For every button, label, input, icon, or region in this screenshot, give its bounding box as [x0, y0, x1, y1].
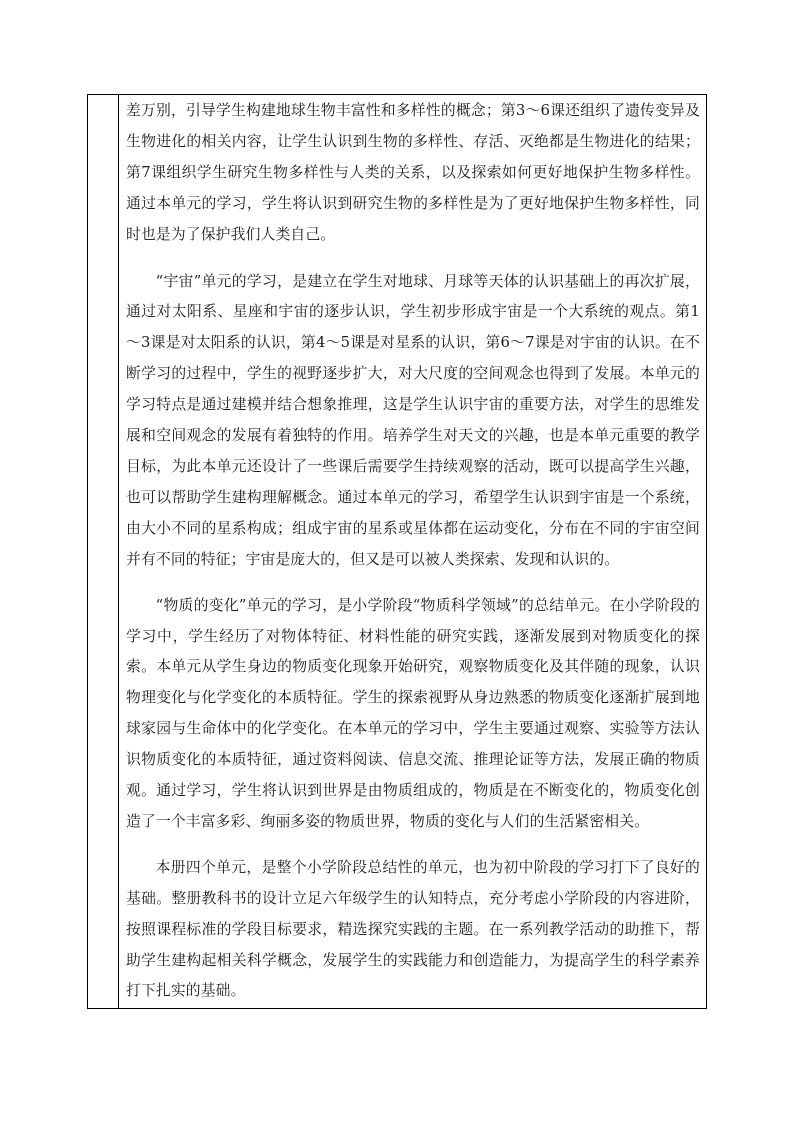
paragraph-universe-unit: “宇宙”单元的学习，是建立在学生对地球、月球等天体的认识基础上的再次扩展，通过对太阳系、星座和宇宙的逐步认识，学生初步形成宇宙是一个大系统的观点。第1～3课是对太阳系的认识，第4～5课是对星系的认识，第6～7课是对宇宙的认识。在不断学习的过程中，学生的视野逐步扩大，对大尺度的空间观念也得到了发展。本单元的学习特点是通过建模并结合想象推理，这是学生认识宇宙的重要方法，对学生的思维发展和空间观念的发展有着独特的作用。培养学生对天文的兴趣，也是本单元重要的教学目标，为此本单元还设计了一些课后需要学生持续观察的活动，既可以提高学生兴趣，也可以帮助学生建构理解概念。通过本单元的学习，希望学生认识到宇宙是一个系统，由大小不同的星系构成；组成宇宙的星系或星体都在运动变化，分布在不同的宇宙空间并有不同的特征；宇宙是庞大的，但又是可以被人类探索、发现和认识的。: [126, 272, 700, 568]
paragraph-biodiversity: 差万别，引导学生构建地球生物丰富性和多样性的概念；第3～6课还组织了遗传变异及生物进化的相关内容，让学生认识到生物的多样性、存活、灭绝都是生物进化的结果；第7课组织学生研究生物多样性与人类的关系，以及探索如何更好地保护生物多样性。通过本单元的学习，学生将认识到研究生物的多样性是为了更好地保护生物多样性，同时也是为了保护我们人类自己。: [126, 102, 700, 243]
table-label-cell: [88, 95, 119, 1008]
content-table: [87, 94, 707, 1009]
paragraph-matter-change-unit: “物质的变化”单元的学习，是小学阶段“物质科学领域”的总结单元。在小学阶段的学习中，学生经历了对物体特征、材料性能的研究实践，逐渐发展到对物质变化的探索。本单元从学生身边的物质变化现象开始研究，观察物质变化及其伴随的现象，认识物理变化与化学变化的本质特征。学生的探索视野从身边熟悉的物质变化逐渐扩展到地球家园与生命体中的化学变化。在本单元的学习中，学生主要通过观察、实验等方法认识物质变化的本质特征，通过资料阅读、信息交流、推理论证等方法，发展正确的物质观。通过学习，学生将认识到世界是由物质组成的，物质是在不断变化的，物质变化创造了一个丰富多彩、绚丽多姿的物质世界，物质的变化与人们的生活紧密相关。: [126, 596, 700, 830]
table-content-cell: [119, 95, 706, 1008]
paragraph-book-summary: 本册四个单元，是整个小学阶段总结性的单元，也为初中阶段的学习打下了良好的基础。整册教科书的设计立足六年级学生的认知特点，充分考虑小学阶段的内容进阶，按照课程标准的学段目标要求，精选探究实践的主题。在一系列教学活动的助推下，帮助学生建构起相关科学概念，发展学生的实践能力和创造能力，为提高学生的科学素养打下扎实的基础。: [126, 858, 700, 1000]
